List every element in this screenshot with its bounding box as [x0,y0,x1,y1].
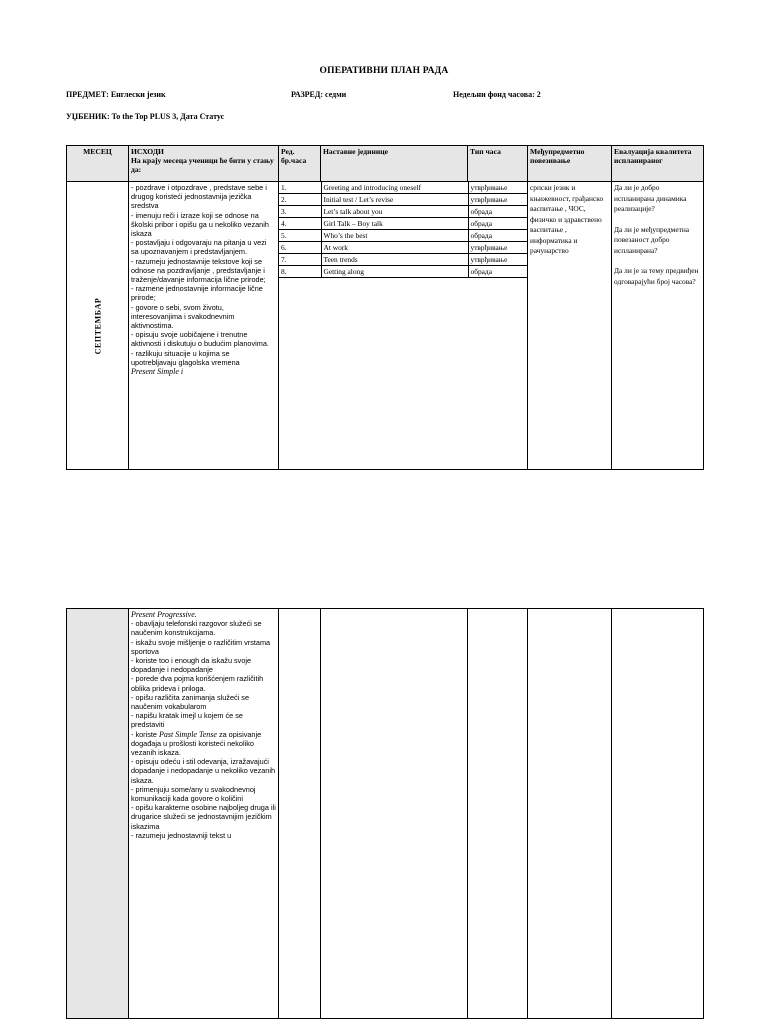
header-number [279,146,321,182]
header-number-line1: Ред. [281,147,295,156]
tense-name: Present Progressive. [131,610,197,619]
outcome-item: - opisuju odeću i stil odevanja, izražavajući dopadanje i nedopadanje u nekoliko vezanih iskaza. [131,757,276,785]
continuation-row [67,609,704,1019]
cross-curricular-cell [528,182,612,470]
header-outcomes-subtitle: На крају месеца ученици ће бити у стању да: [131,156,274,174]
outcome-item: - govore o sebi, svom životu, interesovanjima i svakodnevnim aktivnostima. [131,302,235,331]
outcome-item: - primenjuju some/any u svakodnevnoj komunikaciji kada govore o količini [131,784,256,804]
weekly-hours-label: Недељни фонд часова: 2 [453,90,541,99]
lesson-unit: Who’s the best [321,230,468,242]
lesson-row [279,218,528,230]
lesson-number: 3. [279,206,321,218]
lesson-row [279,254,528,266]
plan-table-page-1 [66,145,704,470]
header-number-line2: бр.часа [281,156,307,165]
outcome-item: - razumeju jednostavniji tekst u [131,830,232,840]
lesson-unit: Initial test / Let’s revise [321,194,468,206]
lesson-type: утврђивање [468,194,528,206]
lesson-number: 4. [279,218,321,230]
month-cell-continued [67,609,129,1019]
lesson-type: утврђивање [468,242,528,254]
month-label: СЕПТЕМБАР [93,297,102,354]
header-eval: Евалуација квалитета испланираног [612,146,704,182]
lesson-row [279,266,528,278]
outcome-item: - napišu kratak imejl u kojem će se predstaviti [131,711,243,730]
empty-cell [528,609,612,1019]
empty-cell [468,609,528,1019]
tense-name: Present Simple i [131,367,184,377]
subject-label: ПРЕДМЕТ: Енглески језик [66,90,166,99]
lesson-unit: Girl Talk – Boy talk [321,218,468,230]
lesson-unit: Teen trends [321,254,468,266]
lesson-type: обрада [468,266,528,278]
lesson-number: 1. [279,182,321,194]
cross-curricular-text: српски језик и књижевност, грађанско васпитање , ЧОС, физичко и здравствено васпитање , информатика и рачунарство [530,183,604,255]
evaluation-question: Да ли је за тему предвиђен одговарајући број часова? [614,266,699,286]
lesson-row [279,206,528,218]
outcome-item [131,730,276,758]
lesson-type: обрада [468,206,528,218]
plan-table-page-2 [66,608,704,1019]
lesson-number: 6. [279,242,321,254]
lesson-unit: Let’s talk about you [321,206,468,218]
lesson-row [279,230,528,242]
lesson-unit: At work [321,242,468,254]
lesson-unit: Greeting and introducing oneself [321,182,468,194]
lesson-row [279,182,528,194]
lesson-number: 5. [279,230,321,242]
outcome-prefix: - koriste [131,729,157,739]
outcome-item: - iskažu svoje mišljenje o različitim vrstama sportova [131,637,271,656]
header-outcomes [129,146,279,182]
lesson-type: утврђивање [468,254,528,266]
outcome-item: - opišu karakterne osobine najboljeg druga ili drugarice služeći se jednostavnijim jezičkim iskazima [131,803,276,831]
month-cell [67,182,129,470]
outcome-item: - koriste too i enough da iskažu svoje dopadanje i nedopadanje [131,656,252,675]
textbook-label: УЏБЕНИК: To the Top PLUS 3, Дата Статус [66,112,225,121]
outcome-item: - pozdrave i otpozdrave , predstave sebe i drugog koristeći jednostavnija jezička sredstva [131,183,267,211]
header-outcomes-title: ИСХОДИ [131,147,164,156]
evaluation-cell [612,182,704,470]
outcome-item: - opišu različita zanimanja služeći se naučenim vokabularom [131,692,250,712]
evaluation-question: Да ли је добро испланирана динамика реализације? [614,183,687,213]
lesson-number: 2. [279,194,321,206]
page-title: ОПЕРАТИВНИ ПЛАН РАДА [319,66,449,76]
lesson-type: обрада [468,230,528,242]
lesson-row [279,242,528,254]
outcome-suffix: za opisivanje događaja u prošlosti koristeći nekoliko vezanih iskaza. [131,729,262,758]
outcome-item: - postavljaju i odgovaraju na pitanja u vezi sa upoznavanjem i predstavljanjem. [131,238,267,257]
lesson-type: утврђивање [468,182,528,194]
lesson-unit: Getting along [321,266,468,278]
header-month: МЕСЕЦ [67,146,129,182]
header-row [67,146,704,182]
tense-name: Past Simple Tense [158,729,217,739]
outcome-item: - opisuju svoje uobičajene i trenutne aktivnosti i diskutuju o budućim planovima. [131,330,269,349]
outcomes-cell-continued [129,609,279,1019]
grade-label: РАЗРЕД: седми [291,90,347,99]
outcome-item: - razumeju jednostavnije tekstove koji se odnose na pozdravljanje , predstavljanje i traženje/davanje informacija lične prirode; [131,256,266,285]
outcome-item: - razmene jednostavnije informacije lične prirode; [131,284,263,303]
outcome-item: - imenuju reči i izraze koji se odnose na školski pribor i opišu ga u nekoliko vezanih iskaza [131,210,269,239]
outcome-item: - porede dva pojma korišćenjem različitih oblika prideva i priloga. [131,674,264,693]
empty-cell [279,609,321,1019]
lesson-number: 7. [279,254,321,266]
outcomes-cell [129,182,279,470]
lesson-row [279,194,528,206]
evaluation-question: Да ли је међупредметна повезаност добро испланирана? [614,224,690,255]
outcome-item: - razlikuju situacije u kojima se upotrebljavaju glagolska vremena [131,348,240,367]
outcome-item: - obavljaju telefonski razgovor služeći se naučenim konstrukcijama. [131,619,262,638]
lessons-cell [279,182,528,470]
header-units: Наставне јединице [321,146,468,182]
empty-cell [321,609,468,1019]
lesson-type: обрада [468,218,528,230]
empty-cell [612,609,704,1019]
lessons-table [279,182,528,278]
month-row [67,182,704,470]
lesson-number: 8. [279,266,321,278]
header-cross: Међупредметно повезивање [528,146,612,182]
header-type: Тип часа [468,146,528,182]
